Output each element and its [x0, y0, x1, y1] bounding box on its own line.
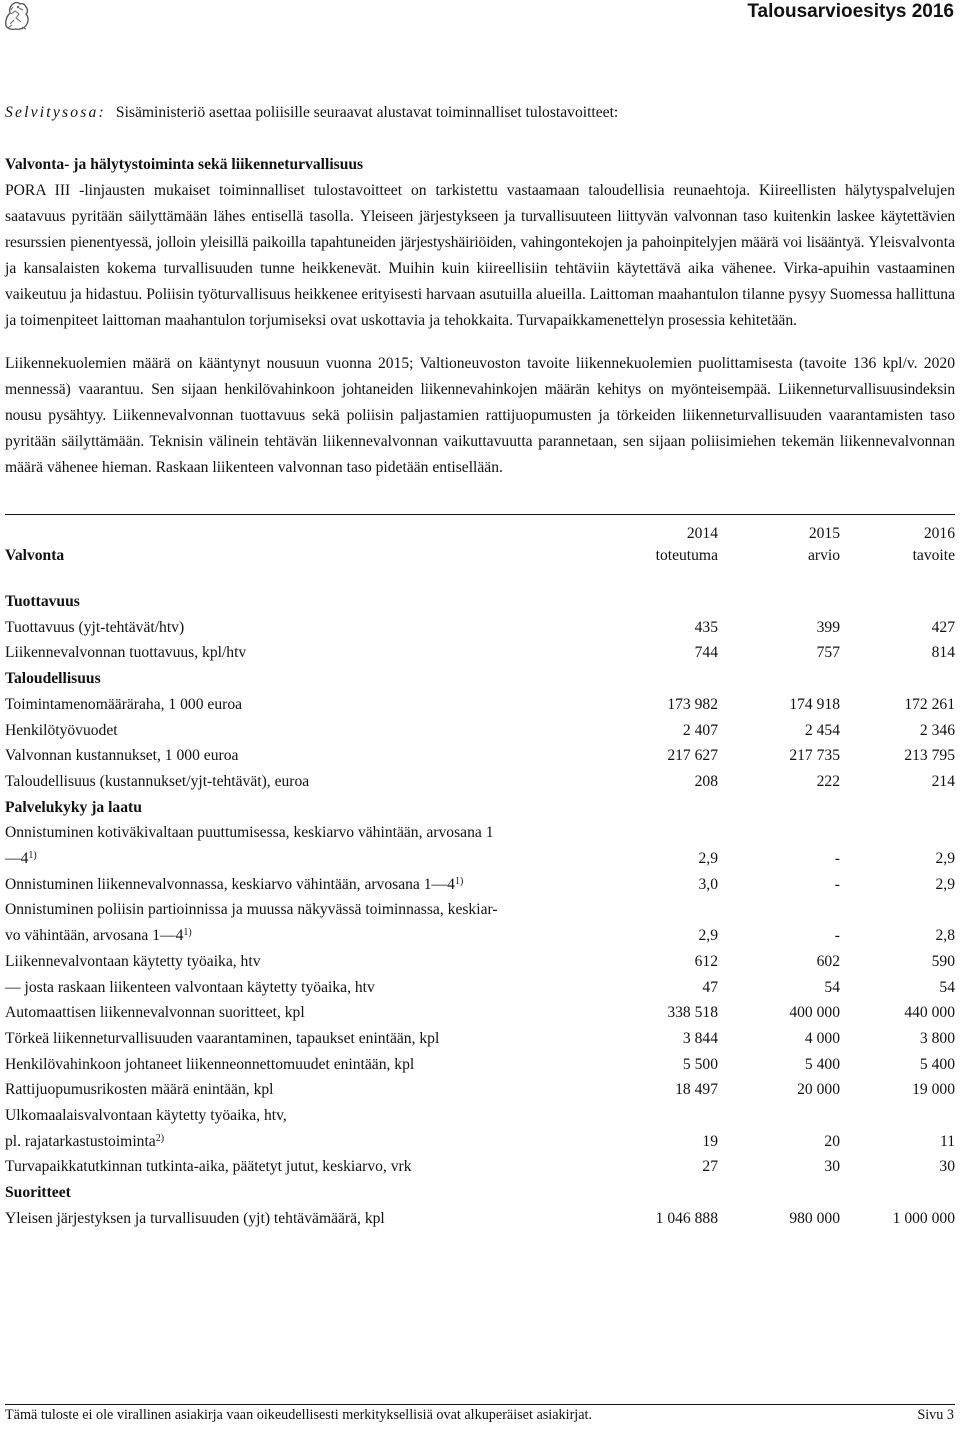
row-label	[5, 1026, 620, 1052]
table-row	[5, 1000, 955, 1026]
row-value-2015: -	[834, 927, 840, 945]
row-label	[5, 615, 620, 641]
row-value-2014: 19	[702, 1132, 718, 1150]
table-row	[5, 1026, 955, 1052]
row-label	[5, 975, 620, 1001]
table-row	[5, 1103, 955, 1129]
row-label	[5, 923, 620, 949]
row-value-2015: 4 000	[804, 1029, 840, 1047]
row-value-2015	[718, 1103, 840, 1129]
row-label	[5, 640, 620, 666]
row-label-text: Suoritteet	[5, 1184, 71, 1202]
row-value-2015: 399	[816, 618, 840, 636]
row-label-text: —4	[5, 850, 29, 868]
intro-text: Sisäministeriö asettaa poliisille seuraavat alustavat toiminnalliset tulostavoitteet:	[115, 104, 619, 121]
row-value-2016: 1 000 000	[892, 1209, 955, 1227]
row-value-2014: 217 627	[667, 747, 718, 765]
paragraph-2-part-c: Liikennevalvonnan tuottavuus sekä poliisin paljastamien rattijuopumusten ja törkeiden liikenneturvallisuuden vaarantamisten taso pyritään säilyttämään. Teknisin välinein tehtävän liikennevalvonnan vaikuttavuutta parannetaan, sen sijaan poliisimiehen tekemän liikennevalvonnan määrä vähenee hieman. Raskaan liikenteen valvonnan taso pidetään entisellään.	[5, 407, 955, 476]
row-value-2016: 213 795	[904, 747, 955, 765]
valvonta-table	[5, 523, 955, 1232]
section-heading: Valvonta- ja hälytystoiminta sekä liikenneturvallisuus	[5, 156, 364, 173]
row-value-2016: 590	[931, 952, 955, 970]
row-label	[5, 1000, 620, 1026]
row-value-2014: 2 407	[682, 721, 718, 739]
table-group-heading	[5, 589, 955, 615]
intro-line	[5, 100, 955, 126]
row-value-2014: 2,9	[698, 850, 718, 868]
footnote-marker: 1)	[183, 927, 192, 939]
row-value-2016: 2,8	[935, 927, 955, 945]
row-value-2015: -	[834, 850, 840, 868]
row-value-2016: 5 400	[919, 1055, 955, 1073]
row-value-2015: 30	[824, 1158, 840, 1176]
row-label	[5, 1077, 620, 1103]
year-label-2016: tavoite	[912, 547, 955, 564]
table-group-heading	[5, 666, 955, 692]
row-label	[5, 692, 620, 718]
paragraph-1	[5, 178, 955, 334]
paragraph-1-part-b: Yleiseen järjestykseen ja turvallisuuteen liittyvän valvonnan taso kuitenkin laskee käytettävien resurssien pienentyessä, jolloin yleisillä paikoilla tapahtuneiden järjestyshäiriöiden, vahingontekojen ja pahoinpitelyjen määrä voi lisääntyä.	[5, 208, 955, 251]
table-top-rule	[5, 514, 955, 515]
table-row	[5, 718, 955, 744]
row-label-text: — josta raskaan liikenteen valvontaan käytetty työaika, htv	[5, 978, 375, 996]
row-label-text: pl. rajatarkastustoiminta	[5, 1132, 156, 1150]
row-value-2016	[840, 897, 955, 923]
row-label-text: vo vähintään, arvosana 1—4	[5, 927, 184, 945]
row-value-2015: 20	[824, 1132, 840, 1150]
row-value-2014: 2,9	[698, 927, 718, 945]
table-row	[5, 1206, 955, 1232]
row-value-2015	[718, 1180, 840, 1206]
row-label-text: Ulkomaalaisvalvontaan käytetty työaika, htv,	[5, 1107, 287, 1125]
table-title: Valvonta	[5, 547, 65, 564]
row-label	[5, 589, 620, 615]
row-value-2015: 400 000	[789, 1004, 840, 1022]
section-lead-label: Selvitysosa:	[5, 104, 106, 121]
row-value-2014	[620, 795, 718, 821]
row-value-2016: 54	[939, 978, 955, 996]
row-value-2014: 338 518	[667, 1004, 718, 1022]
row-label-text: Palvelukyky ja laatu	[5, 798, 142, 816]
row-value-2015	[718, 795, 840, 821]
year-2015: 2015	[808, 525, 840, 542]
row-value-2015: 54	[824, 978, 840, 996]
row-label-text: Taloudellisuus (kustannukset/yjt-tehtävät), euroa	[5, 772, 310, 790]
footnote-marker: 1)	[454, 875, 464, 887]
row-value-2015: 222	[816, 772, 840, 790]
page-number: Sivu 3	[917, 1407, 954, 1423]
row-value-2016: 19 000	[912, 1081, 955, 1099]
row-value-2014: 18 497	[675, 1081, 718, 1099]
table-row	[5, 975, 955, 1001]
row-value-2016	[840, 1180, 955, 1206]
row-label-text: Yleisen järjestyksen ja turvallisuuden (yjt) tehtävämäärä, kpl	[5, 1209, 385, 1227]
table-row	[5, 949, 955, 975]
row-value-2014: 435	[694, 618, 718, 636]
row-value-2016	[840, 1103, 955, 1129]
table-spacer	[5, 567, 955, 589]
table-row	[5, 1129, 955, 1155]
row-label-text: Liikennevalvonnan tuottavuus, kpl/htv	[5, 644, 247, 662]
row-label	[5, 1154, 620, 1180]
row-value-2016	[840, 795, 955, 821]
document-header-title: Talousarvioesitys 2016	[747, 1, 954, 22]
table-row	[5, 1154, 955, 1180]
paragraph-2-part-a: Liikennekuolemien määrä on kääntynyt nousuun vuonna 2015; Valtioneuvoston tavoite liikennekuolemien puolittamisesta (tavoite 136 kpl/v. 2020 mennessä) vaarantuu.	[5, 355, 955, 398]
table-row	[5, 820, 955, 846]
row-label-text: Taloudellisuus	[5, 670, 101, 688]
row-label	[5, 820, 620, 846]
row-value-2014: 612	[694, 952, 718, 970]
footer-disclaimer: Tämä tuloste ei ole virallinen asiakirja vaan oikeudellisesti merkityksellisiä ovat alkuperäiset asiakirjat.	[5, 1407, 593, 1423]
row-value-2016: 814	[931, 644, 955, 662]
row-value-2014: 47	[702, 978, 718, 996]
lion-coat-of-arms-icon	[2, 0, 32, 32]
paragraph-2-part-b: Sen sijaan henkilövahinkoon johtaneiden liikennevahinkojen määrän kehitys on myönteisempää. Liikenneturvallisuusindeksin nousu pysähtyy.	[5, 381, 955, 424]
table-group-heading	[5, 795, 955, 821]
row-label	[5, 1103, 620, 1129]
table-row	[5, 640, 955, 666]
row-label	[5, 769, 620, 795]
row-value-2015	[718, 897, 840, 923]
row-value-2014: 5 500	[682, 1055, 718, 1073]
row-value-2016: 3 800	[919, 1029, 955, 1047]
row-value-2014	[620, 1103, 718, 1129]
row-label	[5, 1052, 620, 1078]
year-2016: 2016	[923, 525, 955, 542]
row-label-text: Henkilötyövuodet	[5, 721, 118, 739]
row-label-text: Onnistuminen poliisin partioinnissa ja muussa näkyvässä toiminnassa, keskiar-	[5, 901, 498, 919]
row-label-text: Onnistuminen liikennevalvonnassa, keskiarvo vähintään, arvosana 1—4	[5, 875, 455, 893]
row-value-2015: 980 000	[789, 1209, 840, 1227]
row-label-text: Törkeä liikenneturvallisuuden vaarantaminen, tapaukset enintään, kpl	[5, 1029, 440, 1047]
row-label	[5, 897, 620, 923]
row-value-2014	[620, 1180, 718, 1206]
row-value-2014: 1 046 888	[655, 1209, 718, 1227]
row-value-2014	[620, 589, 718, 615]
row-label-text: Automaattisen liikennevalvonnan suoritteet, kpl	[5, 1004, 305, 1022]
table-row	[5, 615, 955, 641]
row-value-2016	[840, 589, 955, 615]
table-row	[5, 897, 955, 923]
table-row	[5, 1077, 955, 1103]
row-value-2015: 757	[816, 644, 840, 662]
document-body	[5, 100, 955, 1232]
row-label-text: Valvonnan kustannukset, 1 000 euroa	[5, 747, 239, 765]
row-value-2015: 174 918	[789, 695, 840, 713]
row-value-2014: 27	[702, 1158, 718, 1176]
row-value-2016: 427	[931, 618, 955, 636]
row-value-2016	[840, 820, 955, 846]
row-value-2016: 2,9	[935, 875, 955, 893]
footer-rule	[5, 1404, 955, 1405]
row-value-2016: 214	[931, 772, 955, 790]
footnote-marker: 2)	[155, 1132, 165, 1144]
year-2014: 2014	[686, 525, 718, 542]
row-label	[5, 743, 620, 769]
year-label-2014: toteutuma	[655, 547, 718, 564]
row-value-2016: 2 346	[919, 721, 955, 739]
row-value-2016	[840, 666, 955, 692]
row-value-2014: 3,0	[698, 875, 718, 893]
row-value-2015: 5 400	[804, 1055, 840, 1073]
row-label-text: Onnistuminen kotiväkivaltaan puuttumisessa, keskiarvo vähintään, arvosana 1	[5, 824, 494, 842]
row-value-2014	[620, 897, 718, 923]
table-row	[5, 846, 955, 872]
row-label	[5, 718, 620, 744]
row-value-2016: 11	[939, 1132, 955, 1150]
row-value-2015	[718, 589, 840, 615]
table-group-heading	[5, 1180, 955, 1206]
row-label	[5, 1129, 620, 1155]
row-value-2014: 208	[694, 772, 718, 790]
row-label	[5, 795, 620, 821]
table-row	[5, 1052, 955, 1078]
row-label	[5, 872, 620, 898]
row-label	[5, 846, 620, 872]
footnote-marker: 1)	[28, 850, 37, 862]
paragraph-1-part-c: Yleisvalvonta ja kansalaisten kokema turvallisuuden tunne heikkenevät. Muihin kuin kiireellisiin tehtäviin käytettävä aika vähenee. Virka-apuihin vastaaminen vaikeutuu ja hidastuu. Poliisin työturvallisuus heikkenee erityisesti harvaan asutuilla alueilla. Laittoman maahantulon tilanne pysyy Suomessa hallittuna ja toimenpiteet laittoman maahantulon torjumiseksi ovat uskottavia ja tehokkaita. Turvapaikkamenettelyn prosessia kehitetään.	[5, 234, 955, 329]
table-row	[5, 923, 955, 949]
row-label-text: Turvapaikkatutkinnan tutkinta-aika, päätetyt jutut, keskiarvo, vrk	[5, 1158, 412, 1176]
row-value-2014: 173 982	[667, 695, 718, 713]
row-label-text: Rattijuopumusrikosten määrä enintään, kpl	[5, 1081, 274, 1099]
year-label-2015: arvio	[807, 547, 840, 564]
table-row	[5, 769, 955, 795]
row-value-2015: -	[834, 875, 840, 893]
row-value-2016: 440 000	[904, 1004, 955, 1022]
paragraph-1-part-a: PORA III -linjausten mukaiset toiminnalliset tulostavoitteet on tarkistettu vastaamaan taloudellisia reunaehtoja. Kiireellisten hälytyspalvelujen saatavuus pyritään säilyttämään lähes entisellä tasolla.	[5, 182, 955, 225]
row-label	[5, 949, 620, 975]
row-value-2014: 3 844	[682, 1029, 718, 1047]
row-value-2014	[620, 820, 718, 846]
table-header-years	[5, 523, 955, 545]
row-value-2015: 217 735	[789, 747, 840, 765]
table-row	[5, 692, 955, 718]
row-label	[5, 1206, 620, 1232]
row-value-2016: 172 261	[904, 695, 955, 713]
row-value-2015	[718, 820, 840, 846]
row-label-text: Toimintamenomääräraha, 1 000 euroa	[5, 695, 243, 713]
row-value-2015: 2 454	[804, 721, 840, 739]
table-row	[5, 872, 955, 898]
row-label-text: Henkilövahinkoon johtaneet liikenneonnettomuudet enintään, kpl	[5, 1055, 415, 1073]
paragraph-2	[5, 351, 955, 481]
row-label	[5, 1180, 620, 1206]
row-value-2014	[620, 666, 718, 692]
table-header-labels	[5, 545, 955, 567]
row-value-2016: 2,9	[935, 850, 955, 868]
row-value-2015	[718, 666, 840, 692]
table-row	[5, 743, 955, 769]
row-label	[5, 666, 620, 692]
row-value-2015: 20 000	[797, 1081, 840, 1099]
row-label-text: Tuottavuus	[5, 593, 80, 610]
row-label-text: Tuottavuus (yjt-tehtävät/htv)	[5, 618, 185, 636]
row-value-2014: 744	[694, 644, 718, 662]
row-value-2015: 602	[816, 952, 840, 970]
row-label-text: Liikennevalvontaan käytetty työaika, htv	[5, 952, 261, 970]
row-value-2016: 30	[939, 1158, 955, 1176]
